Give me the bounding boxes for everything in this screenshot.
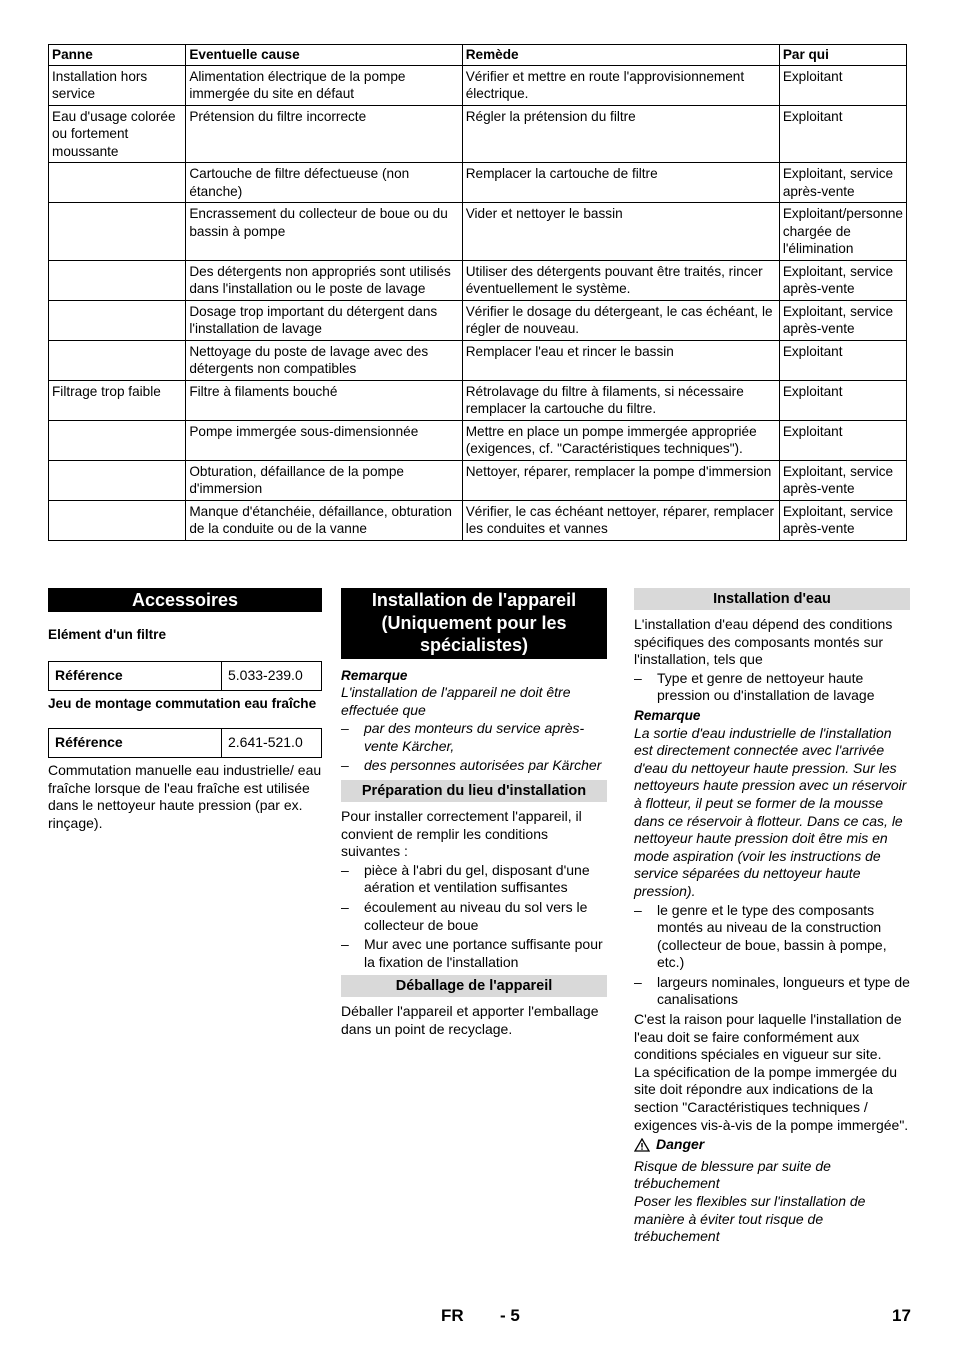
filter-element-title: Elément d'un filtre [48,627,167,642]
remede-cell: Nettoyer, réparer, remplacer la pompe d'immersion [462,460,779,500]
remede-cell: Utiliser des détergents pouvant être traités, rincer éventuellement le système. [462,260,779,300]
preparation-heading: Préparation du lieu d'installation [341,780,607,802]
ref-value: 5.033-239.0 [222,661,322,690]
table-row [49,340,907,380]
remede-cell: Vérifier et mettre en route l'approvisionnement électrique. [462,65,779,105]
remarque-text: La sortie d'eau industrielle de l'installation est directement connectée avec l'arrivée d'eau du nettoyeur haute pression. Sur les nettoyeurs haute pression avec un réservoir à flotteur, il peut se former de la mousse dans ce réservoir à flotteur. Dans ce cas, le nettoyeur haute pression doit être mis en mode aspiration (voir les instructions de service séparées du nettoyeur haute pression). [634,724,907,899]
panne-cell-empty [49,163,186,203]
deballage-heading: Déballage de l'appareil [341,975,607,997]
fresh-water-kit-ref-table [48,728,322,758]
par-qui-cell: Exploitant, service après-vente [779,163,906,203]
header-remede: Remède [462,45,779,66]
installation-section [341,588,607,1039]
list-item: – pièce à l'abri du gel, disposant d'une aération et ventilation suffisantes [341,862,607,897]
cause-cell: Filtre à filaments bouché [186,380,462,420]
panne-cell-empty [49,203,186,261]
deballage-text: Déballer l'appareil et apporter l'emballage dans un point de recyclage. [341,1003,599,1037]
ref-label: Référence [49,729,222,758]
panne-cell: Filtrage trop faible [49,380,186,420]
remarque-text: L'installation de l'appareil ne doit être effectuée que [341,684,571,718]
water-paragraph: La spécification de la pompe immergée du site doit répondre aux indications de la section "Caractéristiques techniques / exigences vis-à-vis de la pompe immergée". [634,1063,909,1133]
cause-cell: Prétension du filtre incorrecte [186,105,462,163]
preparation-text: Pour installer correctement l'appareil, il convient de remplir les conditions suivantes : [341,808,582,860]
remede-cell: Mettre en place un pompe immergée appropriée (exigences, cf. "Caractéristiques techniques"). [462,420,779,460]
table-row [49,105,907,163]
par-qui-cell: Exploitant, service après-vente [779,460,906,500]
table-row [49,420,907,460]
water-installation-section [634,588,910,1246]
water-installation-heading: Installation d'eau [634,588,910,610]
list-item: – par des monteurs du service après-vente Kärcher, [341,720,607,755]
danger-text: Risque de blessure par suite de trébuchement [634,1157,831,1192]
par-qui-cell: Exploitant [779,420,906,460]
panne-cell-empty [49,460,186,500]
cause-cell: Dosage trop important du détergent dans l'installation de lavage [186,300,462,340]
header-cause: Eventuelle cause [186,45,462,66]
par-qui-cell: Exploitant [779,65,906,105]
table-row [49,260,907,300]
table-row [49,203,907,261]
cause-cell: Des détergents non appropriés sont utilisés dans l'installation ou le poste de lavage [186,260,462,300]
filter-element-ref-table [48,661,322,691]
warning-triangle-icon [634,1138,650,1152]
panne-cell-empty [49,420,186,460]
cause-cell: Alimentation électrique de la pompe immergée du site en défaut [186,65,462,105]
par-qui-cell: Exploitant, service après-vente [779,300,906,340]
footer-language: FR [441,1306,464,1325]
par-qui-cell: Exploitant, service après-vente [779,500,906,540]
list-item: – des personnes autorisées par Kärcher [341,757,607,775]
remede-cell: Vider et nettoyer le bassin [462,203,779,261]
panne-cell: Eau d'usage colorée ou fortement moussante [49,105,186,163]
remede-cell: Remplacer l'eau et rincer le bassin [462,340,779,380]
remarque-label: Remarque [634,707,701,723]
panne-cell-empty [49,340,186,380]
fresh-water-kit-title: Jeu de montage commutation eau fraîche [48,695,317,711]
table-row [49,460,907,500]
troubleshooting-table [48,44,907,541]
footer-page-marker: - 5 [500,1306,520,1325]
panne-cell: Installation hors service [49,65,186,105]
preparation-list [341,862,607,972]
list-item: – Mur avec une portance suffisante pour la fixation de l'installation [341,936,607,971]
water-paragraph: C'est la raison pour laquelle l'installation de l'eau doit se faire conformément aux conditions spéciales en vigueur sur site. [634,1011,902,1063]
par-qui-cell: Exploitant [779,105,906,163]
table-row [49,163,907,203]
remede-cell: Vérifier le dosage du détergeant, le cas échéant, le régler de nouveau. [462,300,779,340]
danger-label: Danger [656,1136,705,1153]
remede-cell: Rétrolavage du filtre à filaments, si nécessaire remplacer la cartouche du filtre. [462,380,779,420]
cause-cell: Obturation, défaillance de la pompe d'immersion [186,460,462,500]
panne-cell-empty [49,500,186,540]
water-intro: L'installation d'eau dépend des conditions spécifiques des composants montés sur l'installation, tels que [634,616,893,668]
table-row [49,380,907,420]
par-qui-cell: Exploitant [779,380,906,420]
ref-value: 2.641-521.0 [222,729,322,758]
list-item: – Type et genre de nettoyeur haute pression ou d'installation de lavage [634,670,910,705]
components-list [634,902,910,1010]
par-qui-cell: Exploitant, service après-vente [779,260,906,300]
table-row [49,65,907,105]
remede-cell: Régler la prétension du filtre [462,105,779,163]
footer-page-number: 17 [892,1306,911,1325]
header-par-qui: Par qui [779,45,906,66]
list-item: – largeurs nominales, longueurs et type de canalisations [634,974,910,1009]
cause-cell: Pompe immergée sous-dimensionnée [186,420,462,460]
remarque-list [341,720,607,775]
par-qui-cell: Exploitant [779,340,906,380]
panne-cell-empty [49,260,186,300]
ref-label: Référence [49,661,222,690]
table-row [49,500,907,540]
table-header-row [49,45,907,66]
par-qui-cell: Exploitant/personne chargée de l'élimination [779,203,906,261]
danger-text: Poser les flexibles sur l'installation de manière à éviter tout risque de trébuchement [634,1193,866,1245]
header-panne: Panne [49,45,186,66]
cause-cell: Encrassement du collecteur de boue ou du bassin à pompe [186,203,462,261]
cause-cell: Manque d'étanchéie, défaillance, obturation de la conduite ou de la vanne [186,500,462,540]
cause-cell: Cartouche de filtre défectueuse (non étanche) [186,163,462,203]
cause-cell: Nettoyage du poste de lavage avec des détergents non compatibles [186,340,462,380]
list-item: – le genre et le type des composants montés au niveau de la construction (collecteur de boue, bassin à pompe, etc.) [634,902,910,972]
accessoires-section [48,588,322,833]
water-intro-list [634,670,910,705]
installation-heading: Installation de l'appareil (Uniquement pour les spécialistes) [341,588,607,659]
remede-cell: Remplacer la cartouche de filtre [462,163,779,203]
accessoires-heading: Accessoires [48,588,322,612]
table-row [49,300,907,340]
list-item: – écoulement au niveau du sol vers le collecteur de boue [341,899,607,934]
fresh-water-kit-description: Commutation manuelle eau industrielle/ eau fraîche lorsque de l'eau fraîche est utilisée dans le nettoyeur haute pression (par ex. rinçage). [48,762,322,831]
remede-cell: Vérifier, le cas échéant nettoyer, réparer, remplacer les conduites et vannes [462,500,779,540]
panne-cell-empty [49,300,186,340]
remarque-label: Remarque [341,667,408,683]
danger-notice [634,1136,910,1154]
